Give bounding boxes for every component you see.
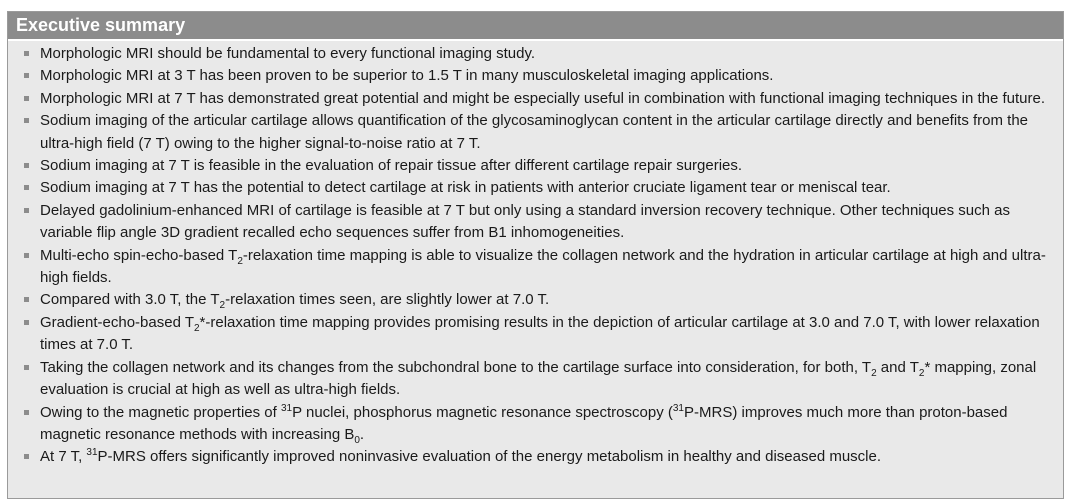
summary-text-segment: Multi-echo spin-echo-based T — [40, 246, 238, 264]
summary-text-segment: *-relaxation time mapping provides promising results in the depiction of articular cartilage at 3.0 and 7.0 T, with lower relaxation times at 7.0 T. — [40, 313, 1040, 354]
summary-item — [20, 65, 1057, 87]
summary-text-segment: -relaxation time mapping is able to visualize the collagen network and the hydration in articular cartilage at high and ultra-high fields. — [40, 246, 1046, 287]
summary-item — [20, 289, 1057, 311]
summary-item — [20, 245, 1057, 290]
square-bullet-icon — [24, 365, 29, 370]
summary-text-segment: * mapping, zonal evaluation is crucial at high as well as ultra-high fields. — [40, 358, 1037, 399]
summary-text-segment: Sodium imaging of the articular cartilage allows quantification of the glycosaminoglycan content in the articular cartilage directly and benefits from the ultra-high field (7 T) owing to the higher signal-to-noise ratio at 7 T. — [40, 112, 1029, 152]
summary-text-segment: Delayed gadolinium-enhanced MRI of cartilage is feasible at 7 T but only using a standard inversion recovery technique. Other techniques such as variable flip angle 3D gradient recalled echo sequences suffer from B1 inhomogeneities. — [40, 201, 1011, 242]
square-bullet-icon — [24, 253, 29, 258]
square-bullet-icon — [24, 73, 29, 78]
summary-text-segment: 31 — [280, 402, 293, 414]
square-bullet-icon — [24, 118, 29, 123]
summary-item — [20, 200, 1057, 245]
summary-item — [20, 402, 1057, 447]
square-bullet-icon — [24, 297, 29, 302]
summary-item — [20, 446, 1057, 468]
summary-text-segment: 2 — [193, 322, 200, 334]
summary-text-segment: 31 — [672, 402, 684, 414]
square-bullet-icon — [24, 163, 29, 168]
square-bullet-icon — [24, 51, 29, 56]
summary-text-segment: P-MRS) improves much more than proton-based magnetic resonance methods with increasing B — [40, 403, 1008, 443]
summary-text-segment: and T — [876, 358, 919, 376]
summary-text-segment: 31 — [86, 447, 98, 459]
summary-item — [20, 88, 1057, 110]
summary-item — [20, 357, 1057, 402]
summary-text-segment: -relaxation times seen, are slightly lower at 7.0 T. — [225, 291, 550, 309]
square-bullet-icon — [24, 185, 29, 190]
square-bullet-icon — [24, 454, 29, 459]
summary-item — [20, 312, 1057, 357]
summary-text-segment: Compared with 3.0 T, the T — [40, 291, 220, 309]
summary-text-segment: 2 — [237, 255, 243, 267]
summary-item — [20, 177, 1057, 199]
summary-text-segment: 2 — [871, 367, 877, 379]
box-title: Executive summary — [8, 12, 1063, 41]
square-bullet-icon — [24, 320, 29, 325]
summary-item — [20, 43, 1057, 65]
summary-text-segment: Owing to the magnetic properties of — [40, 403, 281, 421]
summary-text-segment: Gradient-echo-based T — [40, 313, 194, 331]
summary-text-segment: . — [359, 425, 365, 443]
square-bullet-icon — [24, 410, 29, 415]
summary-item — [20, 110, 1057, 155]
summary-list — [8, 41, 1063, 469]
summary-text-segment: 2 — [219, 300, 226, 312]
square-bullet-icon — [24, 96, 29, 101]
summary-text-segment: 0 — [354, 434, 360, 446]
summary-item — [20, 155, 1057, 177]
summary-text-segment: Morphologic MRI should be fundamental to every functional imaging study. — [40, 45, 535, 62]
summary-text-segment: Sodium imaging at 7 T has the potential to detect cartilage at risk in patients with anterior cruciate ligament tear or meniscal tear. — [40, 179, 891, 197]
summary-text-segment: At 7 T, — [40, 448, 87, 466]
summary-text-segment: Morphologic MRI at 7 T has demonstrated great potential and might be especially useful in combination with functional imaging techniques in the future. — [40, 89, 1046, 107]
executive-summary-box — [7, 11, 1064, 499]
summary-text-segment: P-MRS offers significantly improved noninvasive evaluation of the energy metabolism in healthy and diseased muscle. — [97, 448, 882, 466]
summary-text-segment: 2 — [918, 367, 925, 379]
summary-text-segment: Morphologic MRI at 3 T has been proven to be superior to 1.5 T in many musculoskeletal imaging applications. — [40, 67, 774, 85]
square-bullet-icon — [24, 208, 29, 213]
summary-text-segment: Taking the collagen network and its changes from the subchondral bone to the cartilage surface into consideration, for both, T — [40, 358, 872, 376]
summary-text-segment: P nuclei, phosphorus magnetic resonance spectroscopy ( — [292, 403, 673, 421]
summary-text-segment: Sodium imaging at 7 T is feasible in the evaluation of repair tissue after different cartilage repair surgeries. — [40, 157, 743, 175]
